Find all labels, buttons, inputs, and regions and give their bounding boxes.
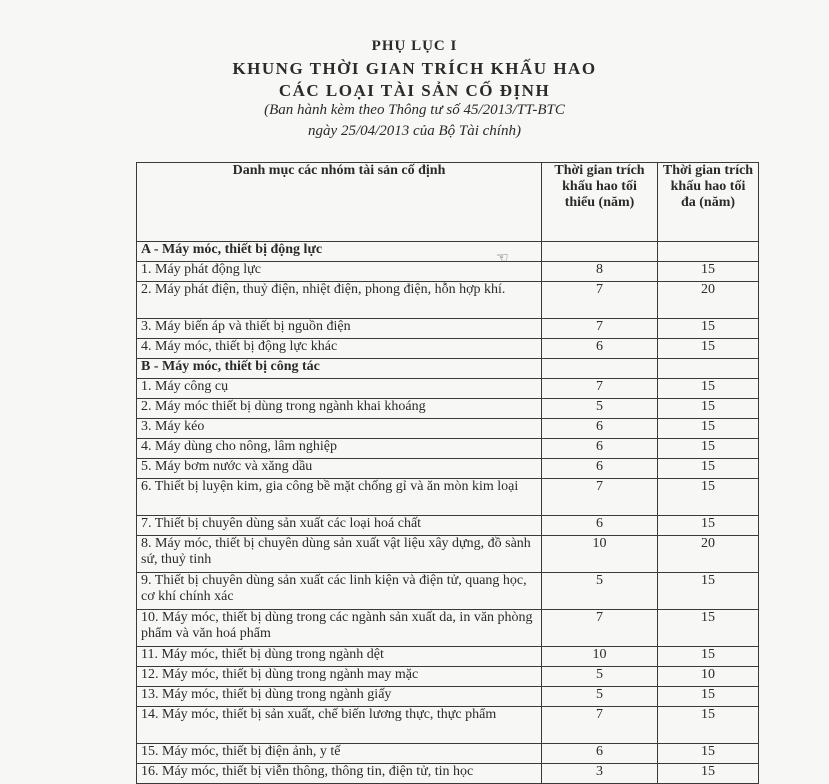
table-row	[137, 764, 759, 784]
section-row	[137, 359, 759, 379]
min-years-cell: 10	[542, 647, 658, 667]
min-years-cell	[542, 242, 658, 262]
row-label: 6. Thiết bị luyện kim, gia công bề mặt chống gỉ và ăn mòn kim loại	[137, 479, 542, 516]
row-label: 4. Máy móc, thiết bị động lực khác	[137, 339, 542, 359]
row-label: 14. Máy móc, thiết bị sản xuất, chế biến lương thực, thực phẩm	[137, 707, 542, 744]
max-years-cell: 15	[658, 319, 759, 339]
max-years-cell: 15	[658, 687, 759, 707]
row-label: 15. Máy móc, thiết bị điện ảnh, y tế	[137, 744, 542, 764]
min-years-cell: 8	[542, 262, 658, 282]
table-row	[137, 419, 759, 439]
table-row	[137, 536, 759, 573]
row-label: 10. Máy móc, thiết bị dùng trong các ngành sản xuất da, in văn phòng phẩm và văn hoá phẩm	[137, 610, 542, 647]
document-title: KHUNG THỜI GIAN TRÍCH KHẤU HAO	[232, 59, 597, 78]
row-label: 12. Máy móc, thiết bị dùng trong ngành may mặc	[137, 667, 542, 687]
table-row	[137, 573, 759, 610]
table-row	[137, 479, 759, 516]
max-years-cell: 15	[658, 647, 759, 667]
max-years-cell: 15	[658, 339, 759, 359]
max-years-cell: 15	[658, 610, 759, 647]
max-years-cell: 15	[658, 439, 759, 459]
min-years-cell: 7	[542, 610, 658, 647]
table-row	[137, 687, 759, 707]
row-label: 7. Thiết bị chuyên dùng sản xuất các loại hoá chất	[137, 516, 542, 536]
document-title-line2: CÁC LOẠI TÀI SẢN CỐ ĐỊNH	[278, 81, 551, 100]
column-header-min: Thời gian trích khấu hao tối thiểu (năm)	[542, 163, 658, 242]
table-row	[137, 399, 759, 419]
min-years-cell: 6	[542, 744, 658, 764]
min-years-cell: 7	[542, 479, 658, 516]
min-years-cell: 5	[542, 573, 658, 610]
row-label: 5. Máy bơm nước và xăng dầu	[137, 459, 542, 479]
table-row	[137, 459, 759, 479]
row-label: 11. Máy móc, thiết bị dùng trong ngành dệt	[137, 647, 542, 667]
min-years-cell: 7	[542, 319, 658, 339]
max-years-cell: 15	[658, 479, 759, 516]
row-label: 1. Máy công cụ	[137, 379, 542, 399]
min-years-cell: 5	[542, 687, 658, 707]
max-years-cell: 20	[658, 282, 759, 319]
depreciation-table	[136, 162, 759, 784]
column-header-max: Thời gian trích khấu hao tối đa (năm)	[658, 163, 759, 242]
appendix-title: PHỤ LỤC I	[371, 38, 458, 54]
min-years-cell: 7	[542, 282, 658, 319]
hand-cursor-icon: ☜	[496, 251, 509, 266]
max-years-cell: 15	[658, 744, 759, 764]
min-years-cell: 7	[542, 379, 658, 399]
max-years-cell: 15	[658, 262, 759, 282]
table-row	[137, 744, 759, 764]
max-years-cell: 15	[658, 573, 759, 610]
issuance-date: ngày 25/04/2013 của Bộ Tài chính)	[308, 123, 521, 139]
row-label: 3. Máy biến áp và thiết bị nguồn điện	[137, 319, 542, 339]
min-years-cell: 3	[542, 764, 658, 784]
table-header-row	[137, 163, 759, 242]
row-label: B - Máy móc, thiết bị công tác	[137, 359, 542, 379]
min-years-cell: 5	[542, 399, 658, 419]
max-years-cell: 15	[658, 707, 759, 744]
max-years-cell: 15	[658, 379, 759, 399]
row-label: 13. Máy móc, thiết bị dùng trong ngành giấy	[137, 687, 542, 707]
row-label: 16. Máy móc, thiết bị viễn thông, thông tin, điện tử, tin học	[137, 764, 542, 784]
max-years-cell: 20	[658, 536, 759, 573]
table-row	[137, 379, 759, 399]
min-years-cell: 7	[542, 707, 658, 744]
row-label: 2. Máy móc thiết bị dùng trong ngành khai khoáng	[137, 399, 542, 419]
table-row	[137, 282, 759, 319]
min-years-cell: 5	[542, 667, 658, 687]
max-years-cell: 15	[658, 399, 759, 419]
max-years-cell	[658, 242, 759, 262]
table-body	[137, 242, 759, 784]
table-row	[137, 439, 759, 459]
table-row	[137, 647, 759, 667]
table-row	[137, 610, 759, 647]
table-row	[137, 339, 759, 359]
row-label: 2. Máy phát điện, thuỷ điện, nhiệt điện, phong điện, hỗn hợp khí.	[137, 282, 542, 319]
section-row	[137, 242, 759, 262]
max-years-cell: 15	[658, 516, 759, 536]
column-header-category: Danh mục các nhóm tài sản cố định	[137, 163, 542, 242]
max-years-cell	[658, 359, 759, 379]
max-years-cell: 15	[658, 419, 759, 439]
row-label: A - Máy móc, thiết bị động lực	[137, 242, 542, 262]
table-row	[137, 667, 759, 687]
min-years-cell	[542, 359, 658, 379]
min-years-cell: 6	[542, 459, 658, 479]
table-row	[137, 516, 759, 536]
max-years-cell: 15	[658, 459, 759, 479]
row-label: 9. Thiết bị chuyên dùng sản xuất các linh kiện và điện tử, quang học, cơ khí chính xác	[137, 573, 542, 610]
max-years-cell: 10	[658, 667, 759, 687]
row-label: 3. Máy kéo	[137, 419, 542, 439]
row-label: 1. Máy phát động lực	[137, 262, 542, 282]
issuance-note: (Ban hành kèm theo Thông tư số 45/2013/TT-BTC	[264, 102, 565, 118]
min-years-cell: 6	[542, 339, 658, 359]
table-row	[137, 262, 759, 282]
max-years-cell: 15	[658, 764, 759, 784]
row-label: 8. Máy móc, thiết bị chuyên dùng sản xuất vật liệu xây dựng, đồ sành sứ, thuỷ tinh	[137, 536, 542, 573]
table-row	[137, 707, 759, 744]
min-years-cell: 6	[542, 419, 658, 439]
table-row	[137, 319, 759, 339]
min-years-cell: 6	[542, 516, 658, 536]
row-label: 4. Máy dùng cho nông, lâm nghiệp	[137, 439, 542, 459]
min-years-cell: 10	[542, 536, 658, 573]
min-years-cell: 6	[542, 439, 658, 459]
